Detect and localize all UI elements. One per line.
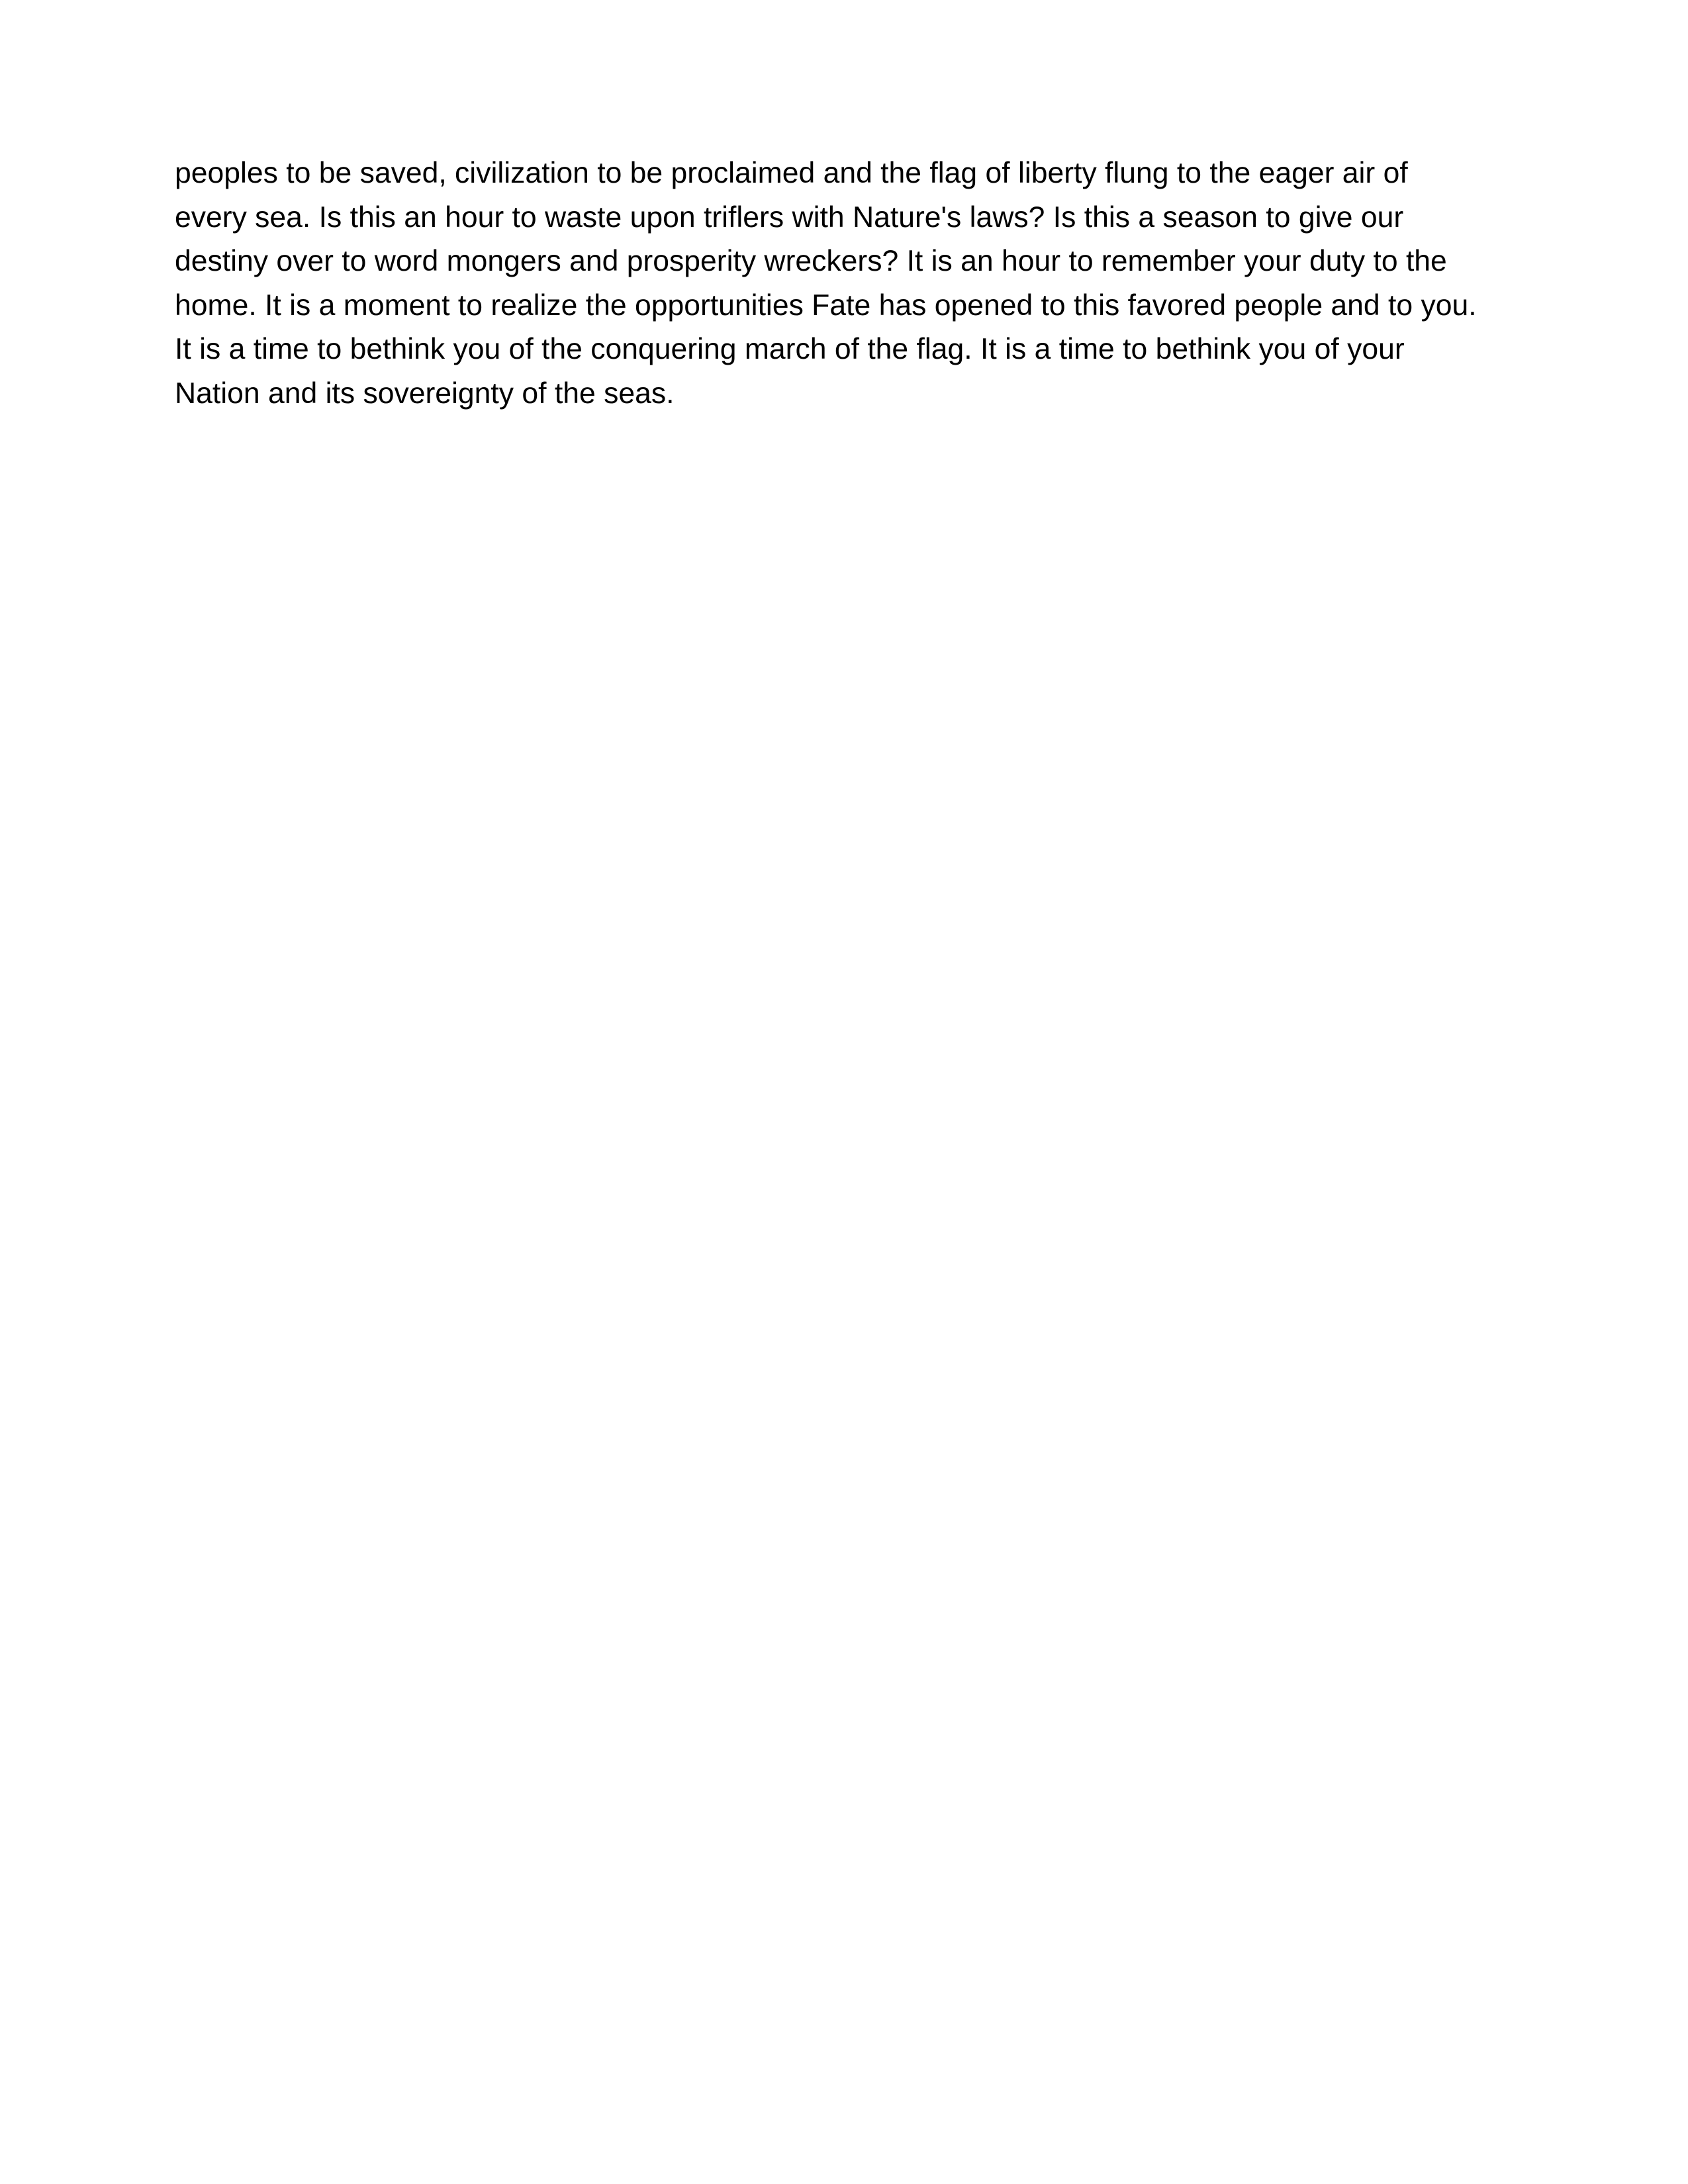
paragraph-line-6: Nation and its sovereignty of the seas. (175, 377, 675, 410)
paragraph-line-4: home. It is a moment to realize the opportunities Fate has opened to this favored people and to you. (175, 289, 1477, 322)
body-paragraph (175, 152, 1525, 416)
paragraph-line-2: every sea. Is this an hour to waste upon triflers with Nature's laws? Is this a season to give our (175, 201, 1404, 234)
paragraph-line-3: destiny over to word mongers and prosperity wreckers? It is an hour to remember your duty to the (175, 245, 1447, 277)
paragraph-line-5: It is a time to bethink you of the conquering march of the flag. It is a time to bethink you of your (175, 333, 1405, 365)
paragraph-line-1: peoples to be saved, civilization to be proclaimed and the flag of liberty flung to the eager air of (175, 157, 1408, 189)
